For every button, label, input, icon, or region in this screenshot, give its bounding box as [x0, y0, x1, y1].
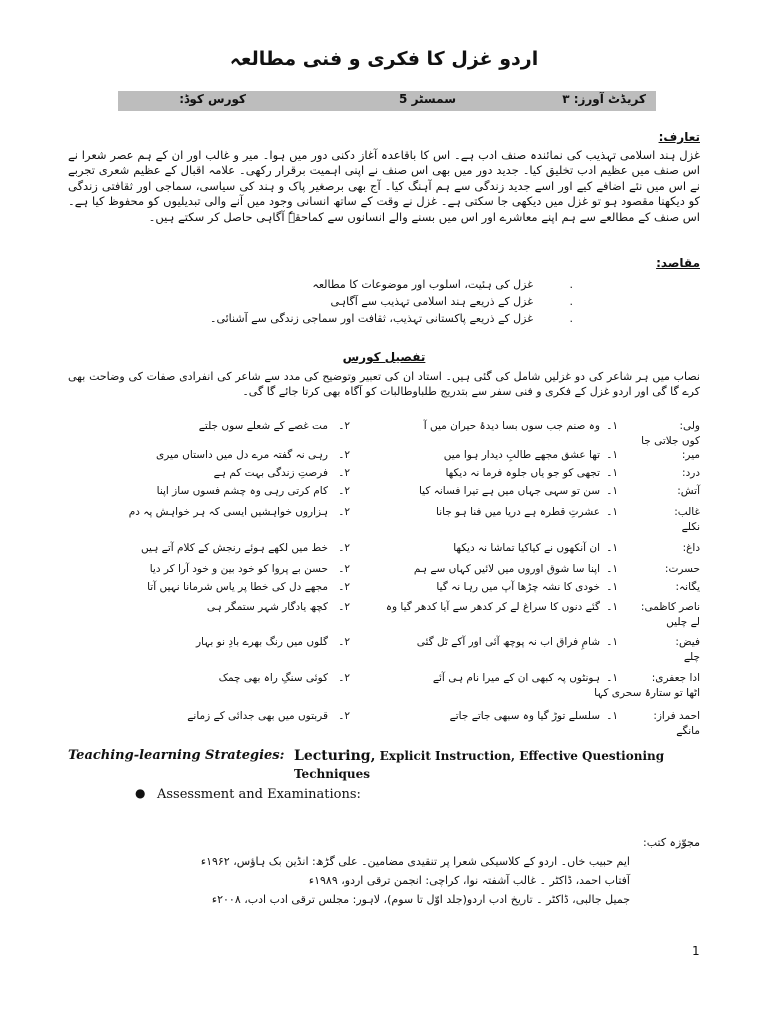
ghazal-second: حسن بے پروا کو خود بین و خود آرا کر دیا [149, 563, 328, 575]
ghazal-number: ۲۔ [338, 581, 350, 593]
ghazal-second: ہزاروں خواہشیں ایسی کہ ہر خواہش پہ دم [128, 506, 328, 518]
ghazal-number: ۱۔ [606, 449, 618, 461]
ghazal-second: کچھ یادگار شہر ستمگر ہی [206, 601, 328, 613]
ghazal-first: سن تو سہی جہاں میں ہے تیرا فسانہ کیا [418, 485, 600, 497]
objectives-list [113, 278, 573, 329]
ghazal-number: ۲۔ [338, 449, 350, 461]
poet-name: ناصر کاظمی: [640, 601, 700, 613]
strategies-line2: Techniques [294, 767, 371, 781]
strategies-label: Teaching-learning Strategies: [68, 748, 285, 763]
ghazal-number: ۱۔ [606, 542, 618, 554]
poet-name: آتش: [677, 485, 700, 497]
ghazal-second: فرصتِ زندگی بہت کم ہے [213, 467, 328, 479]
ghazal-second: مجھے دل کی خطا پر یاس شرمانا نہیں آتا [147, 581, 328, 593]
reference-item: جمیل جالبی، ڈاکٹر ۔ تاریخ ادب اردو(جلد اوّل تا سوم)، لاہور: مجلس ترقی ادب ادب، ۲۰۰۸ء [211, 893, 630, 906]
ghazal-number: ۱۔ [606, 581, 618, 593]
intro-heading: تعارف: [658, 130, 700, 144]
bullet-icon: . [569, 278, 573, 291]
ghazal-continuation: مانگے [676, 725, 700, 737]
ghazal-first: تجھی کو جو یاں جلوہ فرما نہ دیکھا [445, 467, 600, 479]
ghazal-number: ۲۔ [338, 485, 350, 497]
ghazal-first: ان آنکھوں نے کیاکیا تماشا نہ دیکھا [453, 542, 600, 554]
credit-hours: کریڈٹ آورز: ۳ [562, 92, 646, 106]
poets-table [0, 420, 768, 740]
ghazal-number: ۲۔ [338, 506, 350, 518]
objective-item [113, 278, 573, 295]
objective-item [113, 312, 573, 329]
poet-name: درد: [682, 467, 700, 479]
objectives-heading: مقاصد: [656, 256, 700, 270]
ghazal-number: ۱۔ [606, 467, 618, 479]
objective-text: غزل کے ذریعے ہند اسلامی تہذیب سے آگاہی [330, 295, 533, 308]
poet-name: میر: [681, 449, 700, 461]
ghazal-continuation: چلے [683, 651, 700, 663]
page-title: اردو غزل کا فکری و فنی مطالعہ [229, 48, 539, 70]
poet-name: حسرت: [664, 563, 700, 575]
ghazal-continuation: لے چلیں [666, 616, 700, 628]
ghazal-first: سلسلے توڑ گیا وہ سبھی جاتے جاتے [449, 710, 600, 722]
ghazal-first: خودی کا نشہ چڑھا آپ میں رہا نہ گیا [436, 581, 600, 593]
strategies-rest: Explicit Instruction, Effective Questioning [375, 749, 665, 763]
ghazal-number: ۲۔ [338, 710, 350, 722]
poet-row [0, 506, 768, 536]
poet-name: فیض: [675, 636, 700, 648]
ghazal-number: ۱۔ [606, 506, 618, 518]
reference-item: آفتاب احمد، ڈاکٹر ۔ غالب آشفتہ نوا، کراچی: انجمن ترقی اردو، ۱۹۸۹ء [308, 874, 630, 887]
objective-item [113, 295, 573, 312]
reference-item: ایم حبیب خاں۔ اردو کے کلاسیکی شعرا پر تنقیدی مضامین۔ علی گڑھ: انڈین بک ہاؤس، ۱۹۶۲ء [200, 855, 630, 868]
page-number: 1 [692, 944, 700, 958]
poet-row [0, 636, 768, 666]
ghazal-first: شامِ فراق اب نہ پوچھ آئی اور آکے ٹل گئی [416, 636, 600, 648]
semester: سمسٹر 5 [399, 92, 456, 106]
ghazal-continuation: اٹھا تو ستارۂ سحری کہا [594, 687, 700, 699]
assessment-text: Assessment and Examinations: [157, 787, 361, 802]
ghazal-continuation: نکلے [681, 521, 700, 533]
intro-paragraph: غزل ہند اسلامی تہذیب کی نمائندہ صنف ادب ہے۔ اس کا باقاعدہ آغاز دکنی دور میں ہوا۔ میر و غالب اور ان کے ہم عصر شعرا نے اس صنف میں عظیم ادب تخلیق کیا۔ جدید دور میں بھی اس صنف نے اپنی اہمیت برقرار رکھی۔ علامہ اقبال کے عظیم شعری تجربے نے اس میں نئے اضافے کیے اور اسے جدید زندگی سے ہم آہنگ کیا۔ آج بھی برصغیر پاک و ہند کی سیاسی، سماجی اور ثقافتی زندگی کو دیکھنا مقصود ہو تو غزل میں دیکھی جا سکتی ہے۔ غزل نے وقت کے ساتھ انسانی وجود میں آنے والی تبدیلیوں کو محفوظ کیا ہے۔ اس صنف کے مطالعے سے ہم اپنے معاشرے اور اس میں بسنے والے انسانوں سے کماحقہٗ آگاہی حاصل کر سکتے ہیں۔ [68, 148, 700, 224]
ghazal-number: ۲۔ [338, 563, 350, 575]
course-code: کورس کوڈ: [179, 92, 246, 106]
ghazal-second: گلوں میں رنگ بھرے بادِ نو بہار [195, 636, 328, 648]
ghazal-first: گئے دنوں کا سراغ لے کر کدھر سے آیا کدھر گیا وہ [385, 601, 600, 613]
objective-text: غزل کی ہئیت، اسلوب اور موضوعات کا مطالعہ [312, 278, 533, 291]
ghazal-first: تھا عشق مجھے طالبِ دیدار ہوا میں [443, 449, 600, 461]
ghazal-second: قربتوں میں بھی جدائی کے زمانے [187, 710, 328, 722]
poet-name: ادا جعفری: [651, 672, 700, 684]
syllabus-paragraph: نصاب میں ہر شاعر کی دو غزلیں شامل کی گئی ہیں۔ استاد ان کی تعبیر وتوضیح کی مدد سے شاعر کی انفرادی صفات کی وضاحت بھی کرے گا گی اور اردو غزل کے فکری و فنی سفر سے بتدریج طلباوطالبات کو آگاہ بھی کرتا جائے گا گی۔ [68, 370, 700, 399]
poet-row [0, 420, 768, 450]
poet-name: غالب: [674, 506, 700, 518]
ghazal-second: کوئی سنگِ راہ بھی چمک [218, 672, 328, 684]
ghazal-number: ۱۔ [606, 636, 618, 648]
poet-row [0, 710, 768, 740]
ghazal-number: ۱۔ [606, 420, 618, 432]
syllabus-heading: تفصیل کورس [342, 350, 426, 364]
poet-name: ولی: [679, 420, 700, 432]
ghazal-first: اپنا سا شوق اوروں میں لائیں کہاں سے ہم [413, 563, 600, 575]
ghazal-second: کام کرتی رہی وہ چشم فسوں ساز اپنا [156, 485, 328, 497]
ghazal-number: ۲۔ [338, 636, 350, 648]
course-info-bar [118, 91, 656, 111]
poet-name: داغ: [682, 542, 700, 554]
ghazal-number: ۱۔ [606, 485, 618, 497]
bullet-icon: . [569, 295, 573, 308]
ghazal-continuation: کوں جلاتی جا [641, 435, 700, 447]
ghazal-second: مت غصے کے شعلے سوں جلتے [198, 420, 328, 432]
ghazal-first: ہونٹوں پہ کبھی ان کے میرا نام ہی آئے [432, 672, 600, 684]
ghazal-number: ۲۔ [338, 420, 350, 432]
poet-name: احمد فراز: [653, 710, 700, 722]
ghazal-second: رہی نہ گفتہ مرے دل میں داستاں میری [156, 449, 328, 461]
poet-row [0, 672, 768, 702]
ghazal-number: ۱۔ [606, 710, 618, 722]
ghazal-number: ۲۔ [338, 542, 350, 554]
ghazal-number: ۱۔ [606, 563, 618, 575]
poet-row [0, 601, 768, 631]
ghazal-number: ۱۔ [606, 672, 618, 684]
references-heading: مجوّزہ کتب: [643, 836, 700, 849]
ghazal-first: عشرتِ قطرہ ہے دریا میں فنا ہو جانا [436, 506, 600, 518]
poet-name: یگانہ: [675, 581, 700, 593]
ghazal-second: خط میں لکھے ہوئے رنجش کے کلام آتے ہیں [141, 542, 328, 554]
strategies-text [294, 748, 664, 764]
bullet-icon: . [569, 312, 573, 325]
strategies-lead: Lecturing, [294, 748, 376, 764]
ghazal-number: ۲۔ [338, 467, 350, 479]
bullet-icon: ● [135, 786, 146, 800]
ghazal-number: ۲۔ [338, 601, 350, 613]
ghazal-first: وہ صنم جب سوں بسا دیدۂ حیران میں آ [423, 420, 600, 432]
ghazal-number: ۲۔ [338, 672, 350, 684]
objective-text: غزل کے ذریعے پاکستانی تہذیب، ثقافت اور سماجی زندگی سے آشنائی۔ [210, 312, 533, 325]
ghazal-number: ۱۔ [606, 601, 618, 613]
